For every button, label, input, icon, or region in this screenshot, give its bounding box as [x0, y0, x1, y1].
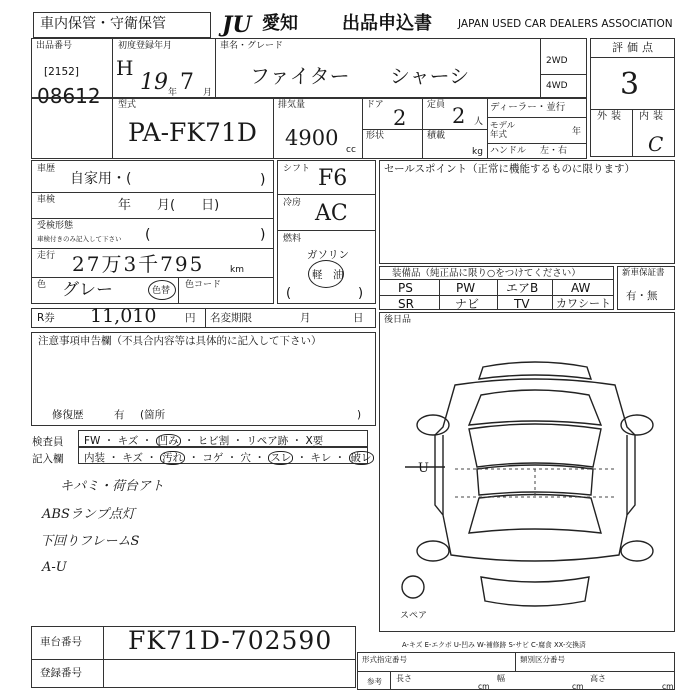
shift-label: シフト — [283, 164, 311, 174]
memo-line-2: ABSランプ点灯 — [42, 507, 135, 522]
memo-line-1: キパミ・荷台アト — [60, 479, 165, 494]
model-grade: シャーシ — [390, 64, 470, 88]
model-year-unit: 年 — [572, 127, 582, 137]
insp1-repair: リペア跡 — [246, 435, 289, 447]
recv-paren: ( — [145, 227, 151, 243]
reg-month-unit: 月 — [203, 88, 213, 98]
ac-label: 冷房 — [283, 198, 302, 208]
hood — [469, 390, 601, 425]
length-cm: cm — [478, 682, 490, 691]
reg-month: 7 — [180, 70, 194, 95]
handle-label: ハンドル — [490, 146, 527, 156]
equip-tv: TV — [514, 297, 530, 311]
org-name: 愛知 — [262, 13, 298, 34]
insp2-scratch: キズ — [122, 452, 143, 464]
class-no-label: 類別区分番号 — [520, 655, 565, 664]
insp2-tear: 破レ — [350, 452, 372, 464]
disp-label: 排気量 — [278, 100, 306, 110]
sales-label: セールスポイント（正常に機能するものに限ります） — [384, 163, 636, 175]
insp2-hole: 穴 — [240, 452, 252, 464]
recv-label: 受検形態 — [37, 221, 74, 231]
shift-value: F6 — [318, 166, 348, 191]
assoc-en: JAPAN USED CAR DEALERS ASSOCIATION — [458, 18, 673, 30]
disp-cc: cc — [346, 145, 356, 155]
color-code-label: 色コード — [185, 280, 222, 290]
int-label: 内装 — [639, 111, 667, 122]
fuel-circle — [308, 260, 344, 288]
fuel-paren-close: ) — [358, 286, 364, 301]
lot-sub: [2152] — [44, 66, 79, 78]
insp2-wear: スレ — [270, 452, 292, 464]
windshield — [469, 424, 601, 467]
memo-line-3: 下回りフレームS — [40, 534, 140, 549]
inspector-label: 検査員記入欄 — [32, 436, 64, 465]
lot-number: 08612 — [37, 84, 101, 108]
reg-era: H — [116, 56, 134, 80]
storage-label: 車内保管・守衛保管 — [40, 16, 166, 32]
deadline-month: 月 — [300, 312, 311, 324]
equip-aw: AW — [571, 281, 591, 295]
color-change-circle — [148, 280, 176, 300]
ref-label: 参考 — [367, 677, 382, 686]
rear-seat-label: 後日品 — [384, 315, 412, 325]
recv-sub: 車検付きのみ記入して下さい — [37, 235, 122, 243]
model-label: 車名・グレード — [220, 41, 284, 51]
score-label: 評価点 — [612, 41, 657, 54]
fuel-label: 燃料 — [283, 234, 302, 244]
mileage-label: 走行 — [37, 251, 56, 261]
spare-label: スペア — [400, 611, 428, 621]
cap-label: 定員 — [427, 100, 446, 110]
fuel-gas: ガソリン — [307, 249, 349, 261]
insp2-cut: キレ — [310, 452, 332, 464]
mileage-value: 27万3千795 — [72, 252, 205, 276]
color-value: グレー — [62, 280, 113, 300]
length-label: 長さ — [396, 674, 412, 683]
height-label: 高さ — [590, 674, 606, 683]
chassis-value: FK71D-702590 — [128, 626, 333, 655]
warranty-label: 新車保証書 — [622, 268, 665, 278]
form-no-label: 形式指定番号 — [362, 655, 407, 664]
equip-leather: カワシート — [556, 297, 611, 310]
inspect-label: 車検 — [37, 195, 56, 205]
reg-year: 19 — [140, 70, 168, 95]
color-label: 色 — [37, 280, 47, 290]
score-value: 3 — [620, 67, 640, 102]
memo-line-4: A-U — [42, 560, 67, 575]
cap-unit: 人 — [474, 117, 484, 127]
drive-2wd: 2WD — [546, 56, 568, 66]
fuel-diesel: 軽 油 — [312, 269, 344, 281]
reg-year-unit: 年 — [168, 88, 178, 98]
dealer-label: ディーラー・並行 — [490, 102, 566, 113]
inspector-row1-items: FW ・ キズ ・ 凹み ・ ヒビ割 ・ リペア跡 ・ X要 — [84, 435, 324, 447]
insp2-dirty: 汚れ — [162, 452, 184, 464]
recycle-frame — [31, 305, 376, 328]
drive-4wd: 4WD — [546, 81, 568, 91]
recv-paren-close: ) — [260, 227, 266, 243]
type-label: 型式 — [118, 100, 137, 110]
recycle-value: 11,010 — [90, 305, 157, 327]
repair-label: 修復歴 — [52, 409, 84, 421]
color-change: 色替 — [152, 286, 171, 296]
width-cm: cm — [572, 682, 584, 691]
type-value: PA-FK71D — [128, 118, 257, 147]
inspector-row2-items: 内装 ・ キズ ・ 汚れ ・ コゲ ・ 穴 ・ スレ ・ キレ ・ 破レ — [84, 452, 372, 464]
model-name: ファイター — [250, 64, 350, 88]
equip-label: 装備品（純正品に限り○をつけてください） — [392, 268, 581, 279]
recycle-label: R券 — [37, 312, 55, 324]
chassis-label: 車台番号 — [40, 636, 82, 648]
deadline-label: 名変期限 — [210, 312, 252, 324]
ju-logo-text: JU — [222, 12, 252, 38]
disp-value: 4900 — [285, 126, 339, 150]
rear-window — [469, 495, 601, 534]
damage-legend: A-キズ E-エクボ U-凹み W-補修跡 S-サビ C-腐食 XX-交換済 — [402, 641, 586, 649]
equip-pw: PW — [456, 281, 476, 295]
sales-frame — [379, 160, 675, 264]
cap-value: 2 — [452, 104, 466, 128]
door-label: ドア — [366, 100, 384, 110]
repair-paren-close: ) — [357, 409, 362, 421]
ju-logo — [222, 12, 262, 38]
insp1-crack: ヒビ割 — [197, 435, 230, 447]
diagram-mark: U — [418, 461, 429, 476]
front-bumper — [479, 362, 591, 379]
lot-label: 出品番号 — [36, 41, 73, 51]
reg-no-label: 登録番号 — [40, 667, 82, 679]
repair-value: 有 — [114, 409, 125, 421]
width-label: 幅 — [497, 674, 505, 683]
insp2-burn: コゲ — [202, 452, 224, 464]
handle-value: 左・右 — [540, 146, 568, 156]
ac-value: AC — [315, 201, 348, 226]
ext-label: 外装 — [597, 111, 625, 122]
insp1-dent: 凹み — [157, 435, 179, 447]
car-diagram — [395, 355, 675, 615]
equip-sr: SR — [398, 297, 414, 311]
door-value: 2 — [393, 106, 407, 130]
load-label: 積載 — [427, 131, 446, 141]
shape-label: 形状 — [366, 131, 385, 141]
history-label: 車歴 — [37, 164, 56, 174]
inspect-value: 年 月( 日) — [118, 198, 220, 213]
int-grade: C — [648, 132, 664, 156]
insp1-x: X要 — [305, 435, 324, 447]
insp1-fw: FW — [84, 435, 101, 447]
fuel-paren-open: ( — [286, 286, 292, 301]
recycle-yen: 円 — [185, 312, 196, 324]
equip-navi: ナビ — [455, 297, 480, 311]
spare-tire — [402, 576, 424, 598]
load-kg: kg — [472, 147, 483, 157]
repair-spot: (箇所 — [140, 409, 166, 421]
warranty-value: 有・無 — [626, 290, 658, 302]
wheel-rr — [621, 541, 653, 561]
history-value: 自家用・( — [70, 171, 132, 187]
insp1-scratch: キズ — [117, 435, 139, 447]
wheel-rl — [417, 541, 449, 561]
mileage-km: km — [230, 265, 244, 275]
form-title: 出品申込書 — [342, 13, 432, 34]
insp2-int: 内装 — [84, 452, 105, 464]
reg-label: 初度登録年月 — [118, 41, 173, 51]
equip-airbag: エアB — [506, 281, 539, 295]
notes-label: 注意事項申告欄（不具合内容等は具体的に記入して下さい） — [38, 335, 322, 347]
deadline-day: 日 — [353, 312, 364, 324]
height-cm: cm — [662, 682, 674, 691]
rear-bumper — [481, 577, 589, 606]
model-year-label: モデル年式 — [490, 121, 516, 140]
equip-ps: PS — [398, 281, 413, 295]
history-paren-close: ) — [260, 172, 266, 188]
